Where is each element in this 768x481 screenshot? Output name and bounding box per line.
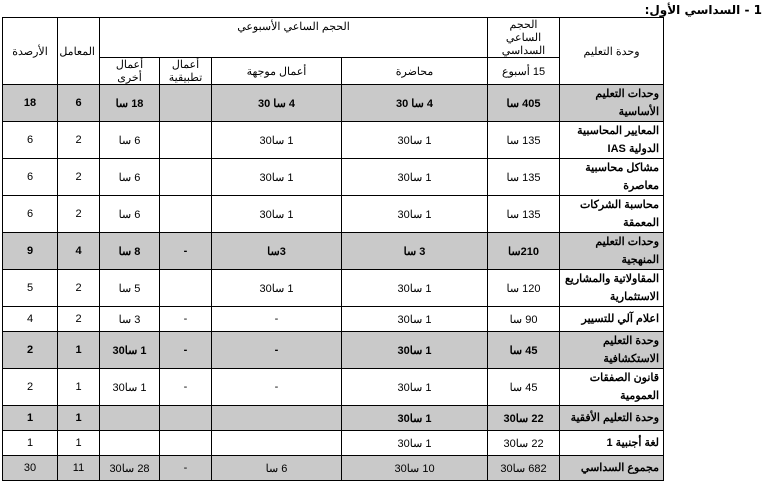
cell-other: [100, 406, 160, 431]
course-row: [3, 196, 664, 233]
cell-semester: 405 سا: [488, 85, 560, 122]
cell-coefficient: 2: [58, 196, 100, 233]
cell-unit: وحدات التعليم الأساسية: [560, 85, 664, 122]
cell-coefficient: 2: [58, 159, 100, 196]
course-row: [3, 307, 664, 332]
cell-directed: [212, 431, 342, 456]
cell-semester: 45 سا: [488, 369, 560, 406]
cell-coefficient: 1: [58, 332, 100, 369]
cell-applied: [160, 406, 212, 431]
total-row: [3, 456, 664, 481]
cell-credits: 2: [3, 332, 58, 369]
cell-applied: [160, 122, 212, 159]
cell-other: 1 سا30: [100, 369, 160, 406]
course-row: [3, 159, 664, 196]
cell-other: 18 سا: [100, 85, 160, 122]
course-row: [3, 122, 664, 159]
header-lecture: محاضرة: [342, 58, 488, 85]
cell-semester: 90 سا: [488, 307, 560, 332]
cell-credits: 1: [3, 431, 58, 456]
cell-lecture: 1 سا30: [342, 406, 488, 431]
cell-semester: 135 سا: [488, 159, 560, 196]
cell-directed: -: [212, 369, 342, 406]
cell-other: 6 سا: [100, 196, 160, 233]
cell-coefficient: 2: [58, 307, 100, 332]
cell-applied: -: [160, 332, 212, 369]
course-row: [3, 270, 664, 307]
cell-coefficient: 1: [58, 431, 100, 456]
header-weekly-volume: الحجم الساعي الأسبوعي: [100, 18, 488, 58]
group-row: [3, 406, 664, 431]
cell-unit: محاسبة الشركات المعمقة: [560, 196, 664, 233]
cell-directed: 1 سا30: [212, 270, 342, 307]
cell-other: 3 سا: [100, 307, 160, 332]
cell-other: 6 سا: [100, 122, 160, 159]
cell-other: 1 سا30: [100, 332, 160, 369]
cell-applied: -: [160, 369, 212, 406]
cell-applied: [160, 270, 212, 307]
cell-unit: قانون الصفقات العمومية: [560, 369, 664, 406]
schedule-table: [2, 17, 664, 481]
cell-credits: 1: [3, 406, 58, 431]
cell-semester: 45 سا: [488, 332, 560, 369]
cell-lecture: 1 سا30: [342, 270, 488, 307]
cell-lecture: 10 سا30: [342, 456, 488, 481]
cell-credits: 6: [3, 196, 58, 233]
cell-coefficient: 4: [58, 233, 100, 270]
header-directed-work: أعمال موجهة: [212, 58, 342, 85]
cell-semester: 22 سا30: [488, 406, 560, 431]
cell-directed: -: [212, 332, 342, 369]
cell-semester: 135 سا: [488, 122, 560, 159]
header-unit: وحدة التعليم: [560, 18, 664, 85]
header-weeks: 15 أسبوع: [488, 58, 560, 85]
cell-unit: وحدة التعليم الأفقية: [560, 406, 664, 431]
cell-lecture: 1 سا30: [342, 122, 488, 159]
header-semester-volume: الحجم الساعي السداسي: [488, 18, 560, 58]
header-credits: الأرصدة: [3, 18, 58, 85]
cell-applied: -: [160, 307, 212, 332]
cell-directed: 1 سا30: [212, 159, 342, 196]
cell-coefficient: 2: [58, 122, 100, 159]
cell-lecture: 1 سا30: [342, 332, 488, 369]
course-row: [3, 431, 664, 456]
header-coefficient: المعامل: [58, 18, 100, 85]
group-row: [3, 85, 664, 122]
cell-directed: 1 سا30: [212, 196, 342, 233]
cell-lecture: 1 سا30: [342, 307, 488, 332]
cell-coefficient: 2: [58, 270, 100, 307]
cell-other: 5 سا: [100, 270, 160, 307]
cell-credits: 9: [3, 233, 58, 270]
cell-lecture: 3 سا: [342, 233, 488, 270]
cell-applied: -: [160, 233, 212, 270]
cell-other: 8 سا: [100, 233, 160, 270]
cell-unit: مشاكل محاسبية معاصرة: [560, 159, 664, 196]
cell-other: 28 سا30: [100, 456, 160, 481]
table-body: [3, 18, 664, 481]
cell-lecture: 4 سا 30: [342, 85, 488, 122]
cell-lecture: 1 سا30: [342, 431, 488, 456]
cell-directed: 3سا: [212, 233, 342, 270]
header-other-work: أعمال أخرى: [100, 58, 160, 85]
cell-directed: 4 سا 30: [212, 85, 342, 122]
cell-directed: [212, 406, 342, 431]
cell-semester: 22 سا30: [488, 431, 560, 456]
cell-lecture: 1 سا30: [342, 159, 488, 196]
header-applied-work: أعمال تطبيقية: [160, 58, 212, 85]
cell-directed: 6 سا: [212, 456, 342, 481]
cell-coefficient: 6: [58, 85, 100, 122]
header-row-top: [3, 18, 664, 58]
cell-applied: [160, 85, 212, 122]
cell-coefficient: 11: [58, 456, 100, 481]
cell-credits: 6: [3, 122, 58, 159]
cell-semester: 682 سا30: [488, 456, 560, 481]
cell-other: 6 سا: [100, 159, 160, 196]
cell-lecture: 1 سا30: [342, 369, 488, 406]
group-row: [3, 332, 664, 369]
cell-credits: 4: [3, 307, 58, 332]
cell-credits: 30: [3, 456, 58, 481]
cell-credits: 5: [3, 270, 58, 307]
cell-lecture: 1 سا30: [342, 196, 488, 233]
cell-coefficient: 1: [58, 406, 100, 431]
cell-other: [100, 431, 160, 456]
cell-credits: 18: [3, 85, 58, 122]
cell-applied: -: [160, 456, 212, 481]
cell-unit: مجموع السداسي: [560, 456, 664, 481]
cell-applied: [160, 196, 212, 233]
cell-coefficient: 1: [58, 369, 100, 406]
cell-directed: -: [212, 307, 342, 332]
cell-unit: وحدات التعليم المنهجية: [560, 233, 664, 270]
group-row: [3, 233, 664, 270]
cell-semester: 135 سا: [488, 196, 560, 233]
cell-unit: المعايير المحاسبية الدولية IAS: [560, 122, 664, 159]
cell-credits: 6: [3, 159, 58, 196]
cell-applied: [160, 431, 212, 456]
cell-semester: 210سا: [488, 233, 560, 270]
cell-credits: 2: [3, 369, 58, 406]
cell-applied: [160, 159, 212, 196]
course-row: [3, 369, 664, 406]
cell-unit: وحدة التعليم الاستكشافية: [560, 332, 664, 369]
cell-unit: اعلام آلي للتسيير: [560, 307, 664, 332]
cell-semester: 120 سا: [488, 270, 560, 307]
section-title: 1 - السداسي الأول:: [644, 3, 762, 17]
cell-unit: لغة أجنبية 1: [560, 431, 664, 456]
cell-unit: المقاولاتية والمشاريع الاستثمارية: [560, 270, 664, 307]
cell-directed: 1 سا30: [212, 122, 342, 159]
